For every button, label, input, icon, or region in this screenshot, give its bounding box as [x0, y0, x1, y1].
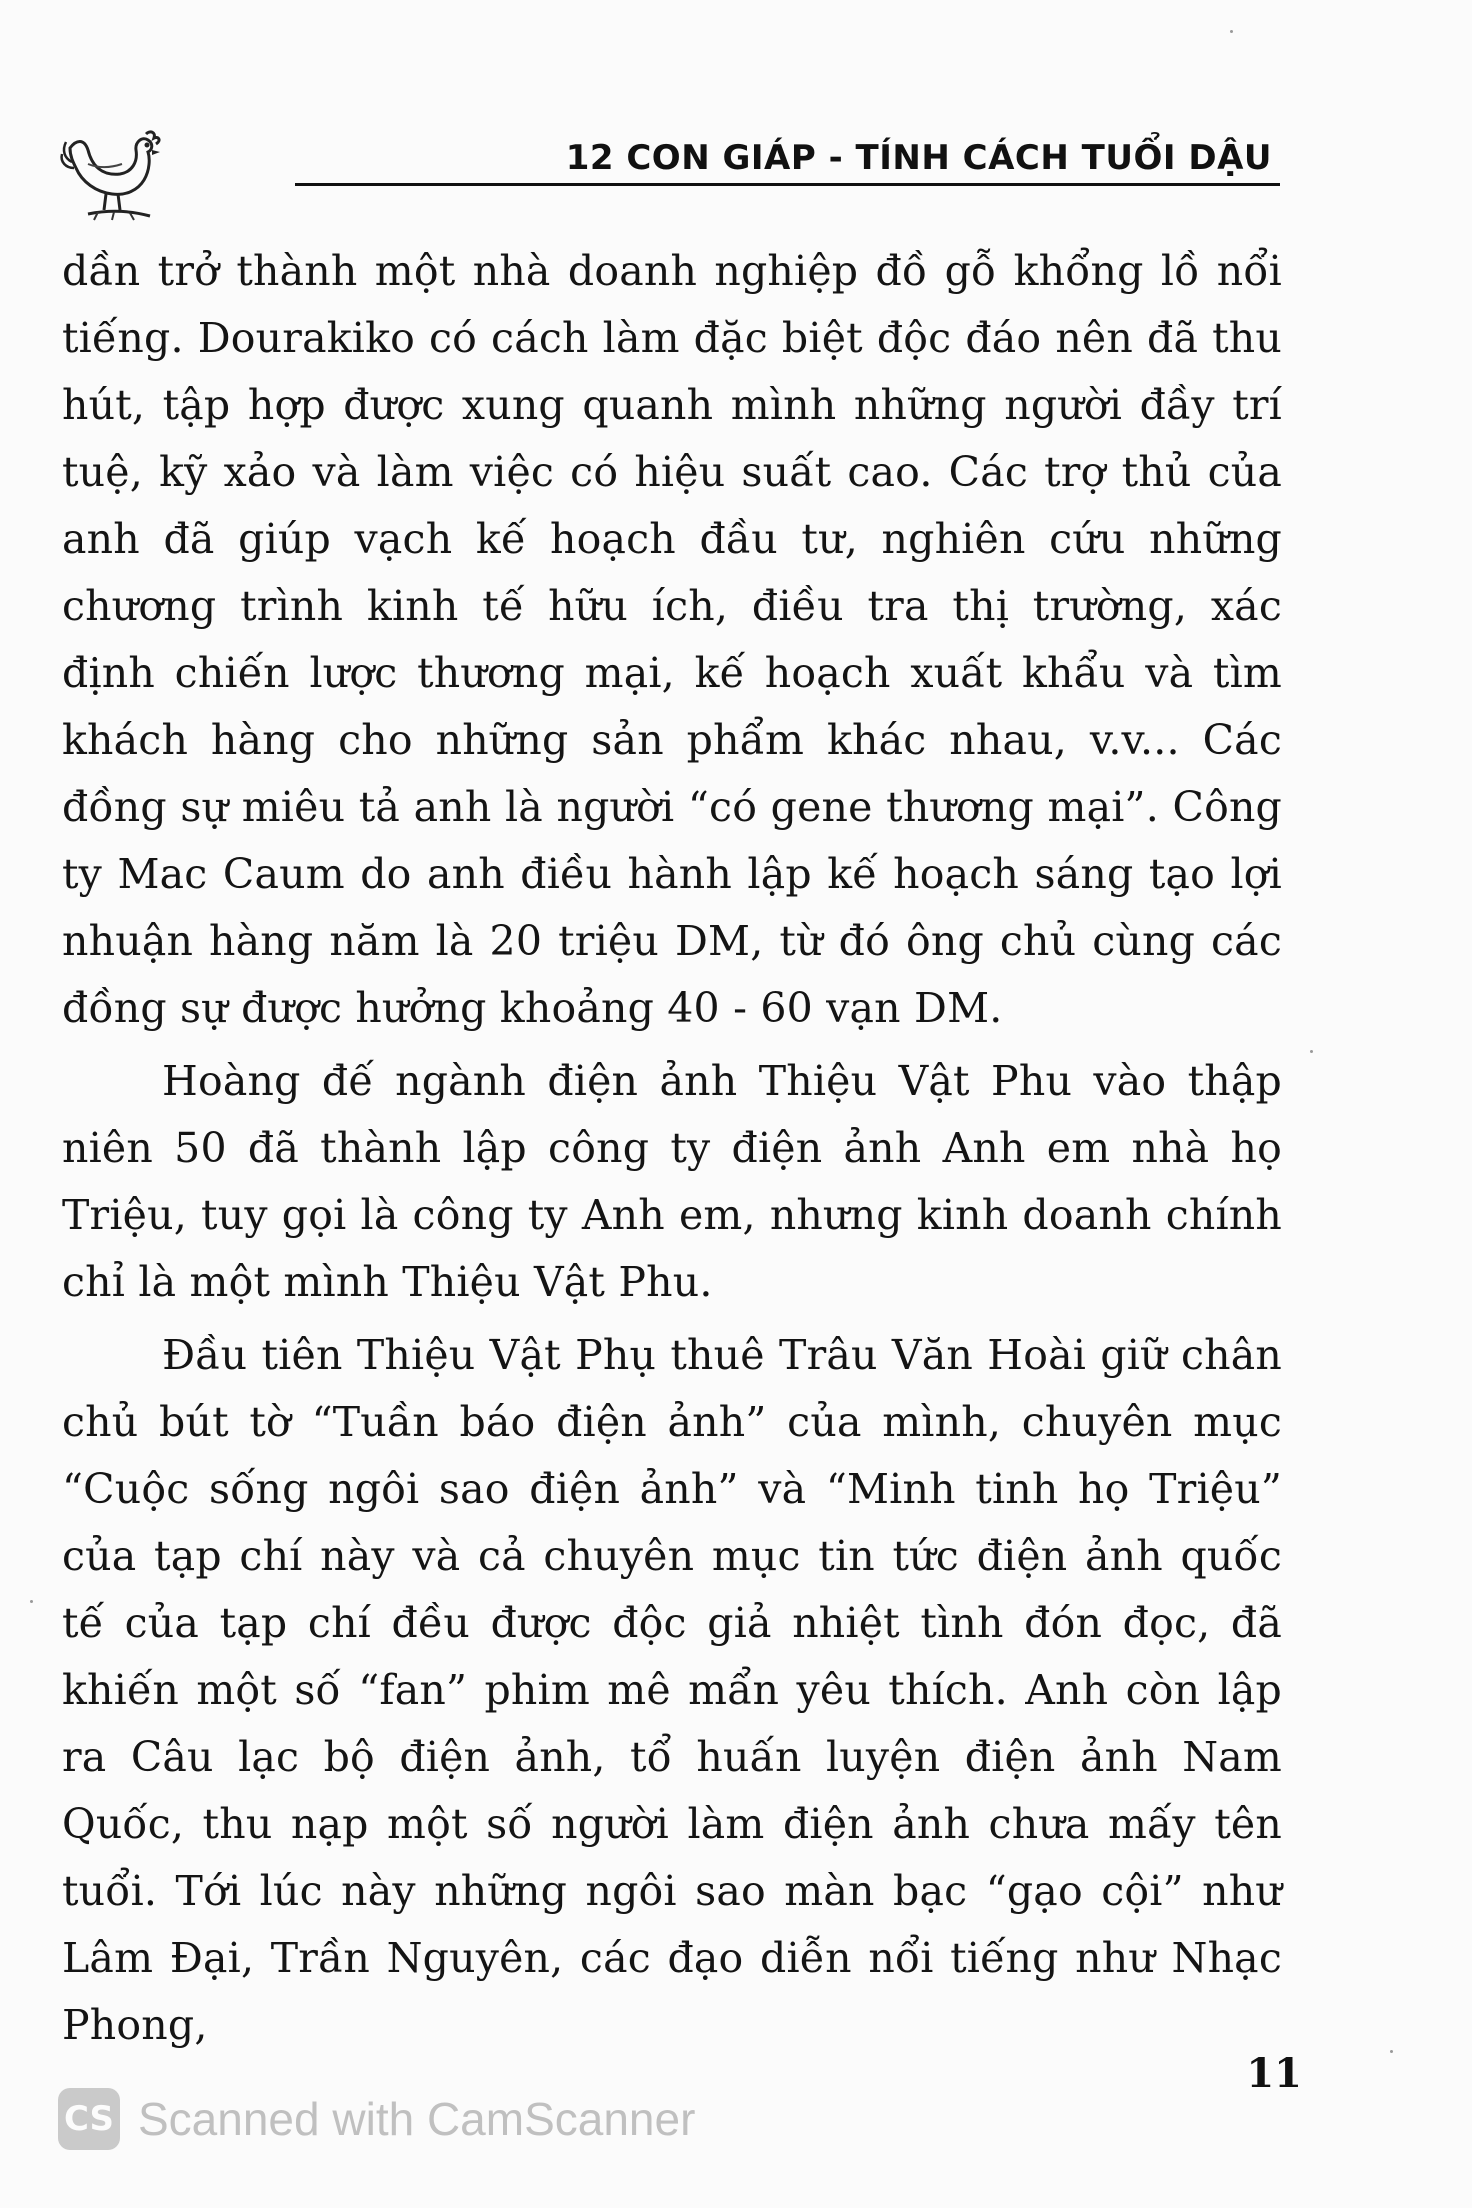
watermark-text: Scanned with CamScanner	[138, 2093, 696, 2145]
scan-speck	[30, 1600, 33, 1603]
body-text	[62, 238, 1282, 2059]
paragraph: Hoàng đế ngành điện ảnh Thiệu Vật Phu vào thập niên 50 đã thành lập công ty điện ảnh Anh em nhà họ Triệu, tuy gọi là công ty Anh em, nhưng kinh doanh chính chỉ là một mình Thiệu Vật Phu.	[62, 1057, 1282, 1306]
scan-speck	[1390, 2050, 1393, 2053]
running-header: 12 CON GIÁP - TÍNH CÁCH TUỔI DẬU	[565, 138, 1272, 178]
rooster-icon	[58, 128, 168, 228]
camscanner-logo-icon: CS	[58, 2088, 120, 2150]
paragraph: dần trở thành một nhà doanh nghiệp đồ gỗ khổng lồ nổi tiếng. Dourakiko có cách làm đặc biệt độc đáo nên đã thu hút, tập hợp được xung quanh mình những người đầy trí tuệ, kỹ xảo và làm việc có hiệu suất cao. Các trợ thủ của anh đã giúp vạch kế hoạch đầu tư, nghiên cứu những chương trình kinh tế hữu ích, điều tra thị trường, xác định chiến lược thương mại, kế hoạch xuất khẩu và tìm khách hàng cho những sản phẩm khác nhau, v.v... Các đồng sự miêu tả anh là người “có gene thương mại”. Công ty Mac Caum do anh điều hành lập kế hoạch sáng tạo lợi nhuận hàng năm là 20 triệu DM, từ đó ông chủ cùng các đồng sự được hưởng khoảng 40 - 60 vạn DM.	[62, 247, 1282, 1032]
scan-speck	[1230, 30, 1233, 33]
paragraph: Đầu tiên Thiệu Vật Phụ thuê Trâu Văn Hoài giữ chân chủ bút tờ “Tuần báo điện ảnh” của mình, chuyên mục “Cuộc sống ngôi sao điện ảnh” và “Minh tinh họ Triệu” của tạp chí này và cả chuyên mục tin tức điện ảnh quốc tế của tạp chí đều được độc giả nhiệt tình đón đọc, đã khiến một số “fan” phim mê mẩn yêu thích. Anh còn lập ra Câu lạc bộ điện ảnh, tổ huấn luyện điện ảnh Nam Quốc, thu nạp một số người làm điện ảnh chưa mấy tên tuổi. Tới lúc này những ngôi sao màn bạc “gạo cội” như Lâm Đại, Trần Nguyên, các đạo diễn nổi tiếng như Nhạc Phong,	[62, 1331, 1282, 2049]
header-rule	[295, 183, 1280, 186]
scan-speck	[1310, 1050, 1313, 1053]
camscanner-watermark	[58, 2088, 695, 2150]
page-number: 11	[1246, 2050, 1302, 2097]
